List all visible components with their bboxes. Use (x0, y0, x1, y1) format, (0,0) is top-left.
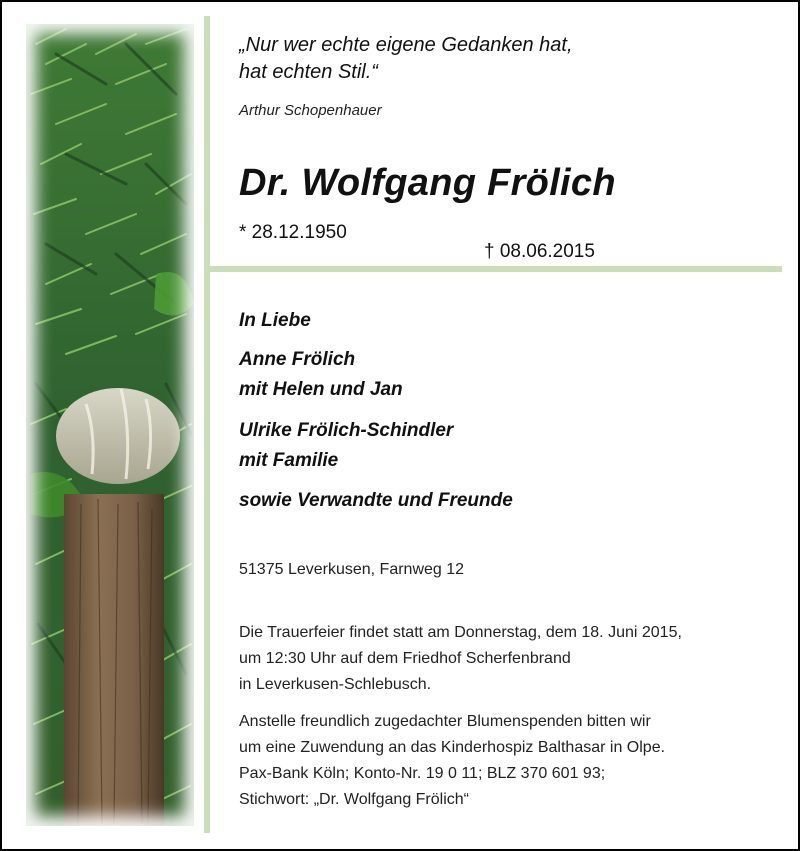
mourner-line: Ulrike Frölich-Schindler (239, 420, 454, 441)
funeral-service-info (239, 620, 682, 698)
address: 51375 Leverkusen, Farnweg 12 (239, 561, 465, 578)
donation-line: Anstelle freundlich zugedachter Blumenspenden bitten wir (239, 713, 651, 730)
donation-info (239, 709, 665, 813)
donation-line: Pax-Bank Köln; Konto-Nr. 19 0 11; BLZ 370 601 93; (239, 765, 606, 782)
donation-line: um eine Zuwendung an das Kinderhospiz Balthasar in Olpe. (239, 739, 666, 756)
mourner-group (239, 416, 453, 476)
service-line: Die Trauerfeier findet statt am Donnerstag, dem 18. Juni 2015, (239, 624, 682, 641)
deceased-name: Dr. Wolfgang Frölich (239, 162, 616, 204)
quote-author: Arthur Schopenhauer (239, 102, 382, 119)
donation-line: Stichwort: „Dr. Wolfgang Frölich“ (239, 791, 469, 808)
service-line: in Leverkusen-Schlebusch. (239, 676, 432, 693)
birth-date: * 28.12.1950 (239, 222, 347, 243)
mourners-intro: In Liebe (239, 310, 311, 331)
mourner-group (239, 345, 403, 405)
mourner-line: mit Helen und Jan (239, 379, 403, 400)
quote (239, 32, 573, 86)
horizontal-divider (210, 266, 782, 272)
death-date: † 08.06.2015 (484, 241, 595, 262)
quote-line: „Nur wer echte eigene Gedanken hat, (239, 34, 573, 56)
mourner-group (239, 486, 513, 516)
mourner-line: mit Familie (239, 450, 339, 471)
service-line: um 12:30 Uhr auf dem Friedhof Scherfenbrand (239, 650, 571, 667)
memorial-photo (26, 24, 194, 826)
mourner-line: Anne Frölich (239, 349, 356, 370)
quote-line: hat echten Stil.“ (239, 61, 378, 83)
mourner-line: sowie Verwandte und Freunde (239, 490, 513, 511)
vertical-divider (204, 16, 210, 833)
